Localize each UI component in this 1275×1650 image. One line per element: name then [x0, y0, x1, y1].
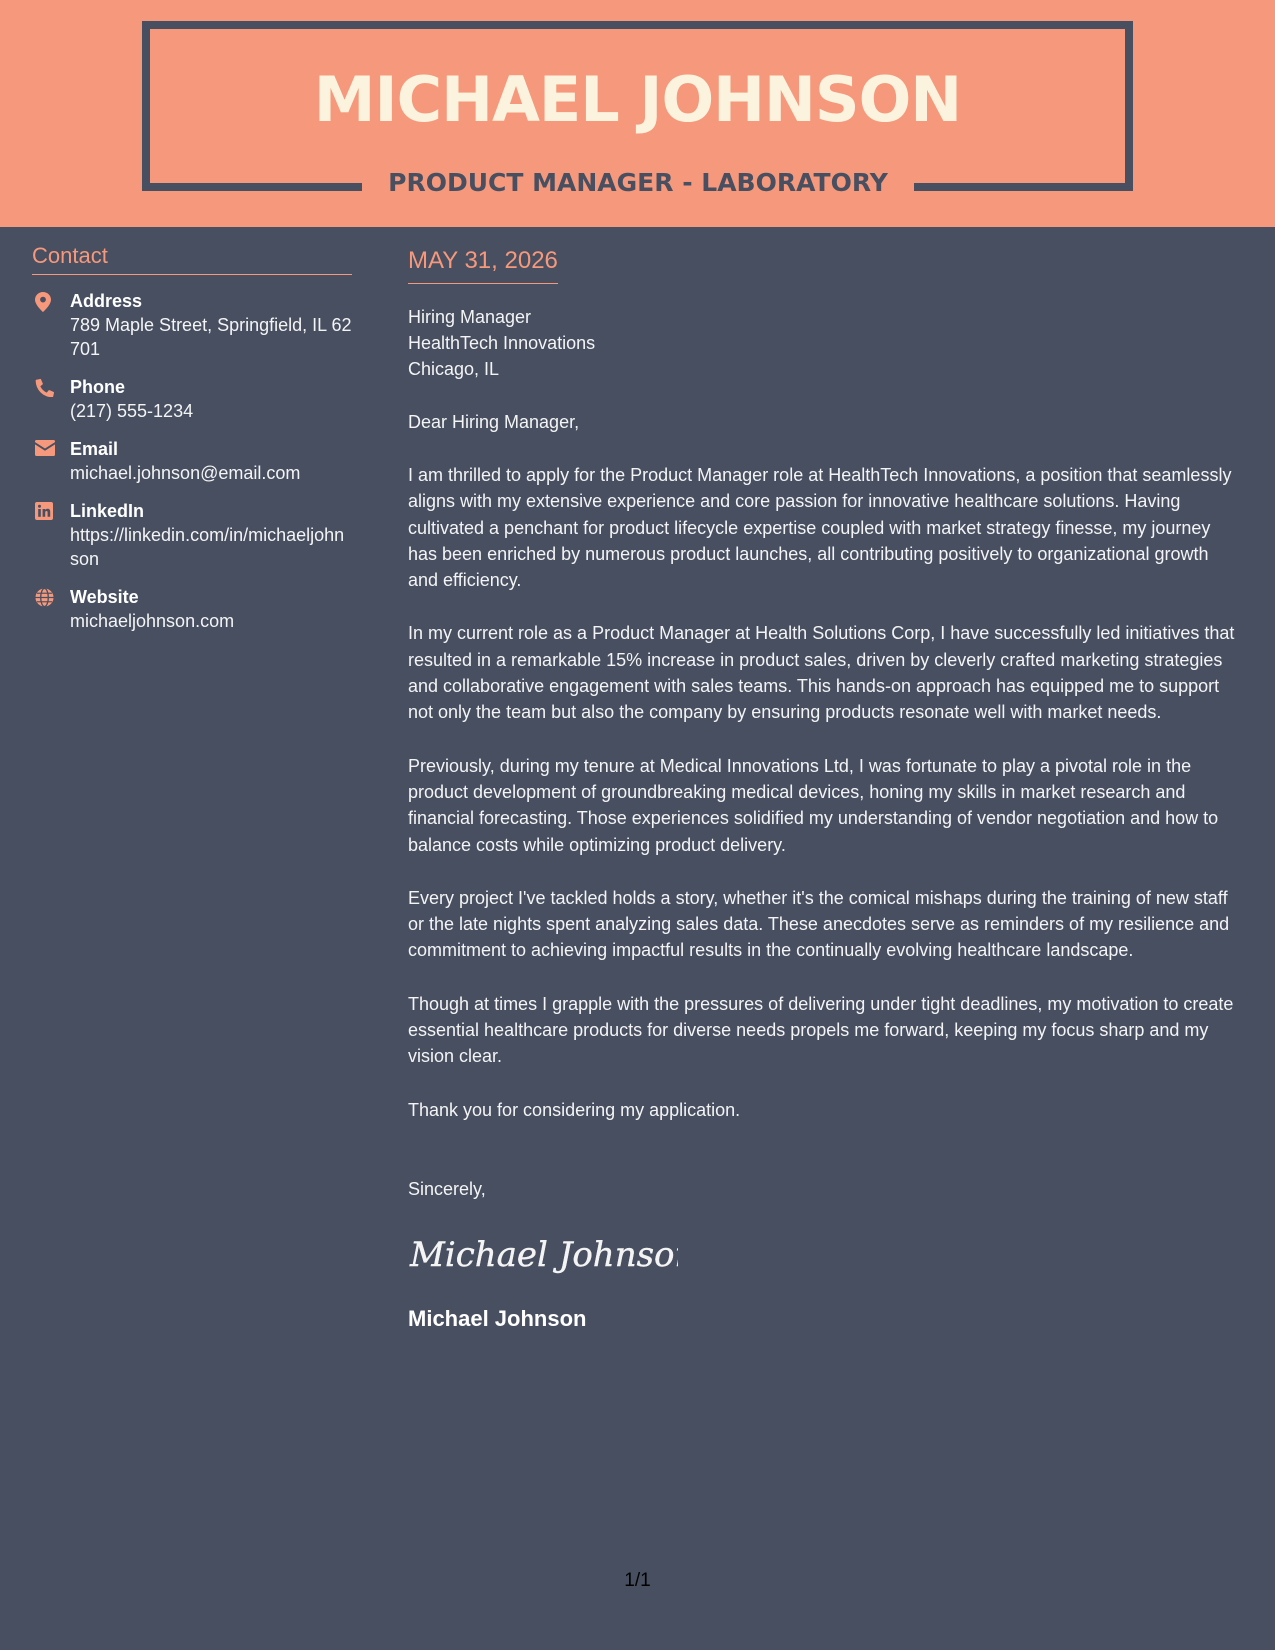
body-paragraph-5: Though at times I grapple with the pressures of delivering under tight deadlines, my motivation to create essential healthcare products for diverse needs propels me forward, keeping my focus sharp and my vision clear. [408, 993, 1234, 1067]
contact-website [32, 585, 352, 633]
frame-border-right [1125, 21, 1133, 191]
body-paragraph-2: In my current role as a Product Manager at Health Solutions Corp, I have successfully led initiatives that resulted in a remarkable 15% increase in product sales, driven by cleverly crafted marketing strategies and collaborative engagement with sales teams. This hands-on approach has equipped me to support not only the team but also the company by ensuring products resonate well with market needs. [408, 623, 1235, 723]
envelope-icon [32, 437, 70, 485]
phone-icon [32, 375, 70, 423]
handwritten-signature [408, 1224, 1243, 1284]
letter-date: MAY 31, 2026 [408, 245, 558, 284]
recipient-location: Chicago, IL [408, 359, 500, 379]
recipient-block [408, 304, 1243, 382]
frame-border-bottom-right [914, 183, 1133, 191]
signature-script: Michael Johnson [410, 1234, 678, 1275]
website-value[interactable]: michaeljohnson.com [70, 611, 235, 631]
body-paragraph-3: Previously, during my tenure at Medical Innovations Ltd, I was fortunate to play a pivotal role in the product development of groundbreaking medical devices, honing my skills in market research and financial forecasting. Those experiences solidified my understanding of vendor negotiation and how to balance costs while optimizing product delivery. [408, 755, 1219, 855]
contact-email [32, 437, 352, 485]
job-title: PRODUCT MANAGER - LABORATORY [388, 168, 888, 197]
thank-you-line: Thank you for considering my application. [408, 1099, 741, 1120]
frame-border-left [142, 21, 150, 191]
contact-heading: Contact [32, 240, 352, 275]
linkedin-label: LinkedIn [70, 501, 145, 521]
contact-sidebar [32, 240, 352, 633]
address-value: 789 Maple Street, Springfield, IL 62701 [70, 315, 352, 359]
frame-border-bottom-left [142, 183, 362, 191]
email-value: michael.johnson@email.com [70, 463, 301, 483]
contact-linkedin [32, 499, 352, 571]
header-banner [0, 0, 1275, 227]
linkedin-icon [32, 499, 70, 571]
page-number: 1/1 [624, 1570, 651, 1591]
closing-line: Sincerely, [408, 1178, 486, 1199]
salutation: Dear Hiring Manager, [408, 412, 580, 432]
body-paragraph-1: I am thrilled to apply for the Product Manager role at HealthTech Innovations, a position that seamlessly aligns with my extensive experience and core passion for innovative healthcare solutions. Having cultivated a penchant for product lifecycle expertise coupled with market strategy finesse, my journey has been enriched by numerous product launches, all contributing positively to organizational growth and efficiency. [408, 465, 1232, 591]
contact-phone [32, 375, 352, 423]
email-label: Email [70, 439, 119, 459]
frame-border-top [142, 21, 1133, 29]
phone-value: (217) 555-1234 [70, 401, 194, 421]
recipient-company: HealthTech Innovations [408, 333, 596, 353]
recipient-title: Hiring Manager [408, 307, 532, 327]
letter-body [408, 245, 1243, 1334]
map-pin-icon [32, 289, 70, 361]
globe-icon [32, 585, 70, 633]
body-paragraph-4: Every project I've tackled holds a story, whether it's the comical mishaps during the training of new staff or the late nights spent analyzing sales data. These anecdotes serve as reminders of my resilience and commitment to achieving impactful results in the continually evolving healthcare landscape. [408, 887, 1230, 961]
website-label: Website [70, 587, 139, 607]
contact-address [32, 289, 352, 361]
phone-label: Phone [70, 377, 126, 397]
applicant-name: MICHAEL JOHNSON [313, 63, 962, 136]
linkedin-value[interactable]: https://linkedin.com/in/michaeljohnson [70, 525, 345, 569]
address-label: Address [70, 291, 143, 311]
signer-name: Michael Johnson [408, 1305, 587, 1331]
